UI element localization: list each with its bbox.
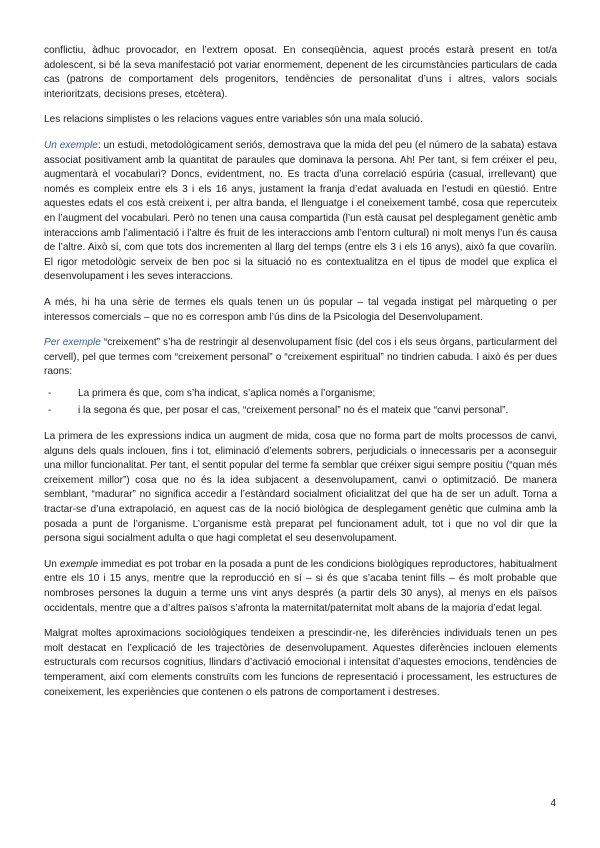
- paragraph-adolescence-conflict: conflictiu, àdhuc provocador, en l’extrem oposat. En conseqüència, aquest procés estarà present en tot/a adolescent, si bé la seva manifestació pot variar enormement, depenent de les circumstàncies particulars de cada cas (patrons de comportament dels progenitors, tendències de personalitat d’uns i altres, valors socials interioritzats, decisions preses, etcètera).: [44, 45, 557, 100]
- paragraph-reproduction-example: [44, 558, 557, 616]
- paragraph-simplistic-relations: Les relacions simplistes o les relacions vagues entre variables són una mala solució.: [44, 114, 423, 126]
- paragraph-shoe-size-example: [44, 139, 557, 285]
- example-text: “creixement” s’ha de restringir al desenvolupament físic (del cos i els seus òrgans, particularment del cervell), pel que termes com “creixement personal” o “creixement espiritual” no tindrien cabuda. I això és per dues raons:: [44, 337, 557, 378]
- example-italic-word: exemple: [59, 558, 98, 570]
- paragraph-growth-expression: La primera de les expressions indica un augment de mida, cosa que no forma part de molts processos de canvi, alguns dels quals inclouen, fins i tot, eliminació d’elements sobrers, perjudicials o innecessaris per a aconseguir una millor funcionalitat. Per tant, el sentit popular del terme fa semblar que créixer sigui sempre positiu (“quan més creixement millor”) cosa que no és la idea subjacent a desenvolupament, canvi o optimització. De manera semblant, “madurar” no significa accedir a l’estàndard socialment oficialitzat del que ha de ser un adult. Torna a tractar-se d’una extrapolació, en aquest cas de la noció biològica de desplegament genètic que culmina amb la posada a punt de l’organisme. L’organisme està preparat pel funcionament adult, tot i que no vol dir que la persona sigui socialment adulta o que hagi completat el seu desenvolupament.: [44, 431, 557, 545]
- example-text: immediat es pot trobar en la posada a punt de les condicions biològiques reproductores, habitualment entre els 10 i 15 anys, mentre que la reproducció en sí – si és que s’acaba tenint fills – és molt probable que nombroses persones la duguin a terme uns vint anys després (a partir dels 30 anys), al menys en els països occidentals, mentre que a d’altres països s’afronta la maternitat/paternitat molt abans de la majoria d’edat legal.: [44, 558, 557, 614]
- list-item: [44, 404, 557, 419]
- dash-bullet: -: [48, 387, 52, 399]
- example-text: : un estudi, metodològicament seriós, demostrava que la mida del peu (el número de la sabata) estava associat positivament amb la quantitat de paraules que dominava la persona. Ah! Per tant, si fem créixer el peu, augmentarà el vocabulari? Doncs, evidentment, no. Es tracta d’una correlació espúria (casual, irrellevant) que només es compleix entre els 3 i els 16 anys, justament la franja d’edat avaluada en l’estudi en qüestió. Entre aquestes edats el cos està creixent i, per altra banda, el llenguatge i el coneixement també, cosa que repercuteix en l’augment del vocabulari. Però no tenen una causa compartida (l’un està causat pel desplegament genètic amb interaccions amb l’alimentació i l’altre és fruit de les interaccions amb l’entorn cultural) ni molt menys l’un és causa de l’altre. Això sí, com que tots dos incrementen al llarg del temps (entre els 3 i els 16 anys), això fa que covariïn. El rigor metodològic serveix de ben poc si la situació no es contextualitza en el tipus de model que explica el desenvolupament i les seves interaccions.: [44, 139, 557, 283]
- example-label: Per exemple: [44, 337, 101, 349]
- page-number: 4: [550, 798, 556, 809]
- document-body: [44, 44, 557, 711]
- example-label: Un exemple: [44, 139, 98, 151]
- paragraph-individual-differences: Malgrat moltes aproximacions sociològiques tendeixen a prescindir-ne, les diferències individuals tenen un pes molt destacat en l’explicació de les trajectòries de desenvolupament. Aquestes diferències inclouen elements estructurals com recursos cognitius, llindars d’activació emocional i intensitat d’aquestes emocions, tendències de temperament, així com elements construïts com les funcions de representació i processament, les estructures de coneixement, les experiències que contenen o els patrons de comportament i destreses.: [44, 628, 557, 698]
- dash-bullet: -: [48, 405, 52, 417]
- reasons-list: [44, 387, 557, 419]
- paragraph-growth-example: [44, 336, 557, 380]
- list-item-text: La primera és que, com s’ha indicat, s’aplica només a l’organisme;: [78, 387, 376, 399]
- list-item-text: i la segona és que, per posar el cas, “creixement personal” no és el mateix que “canvi personal”.: [78, 405, 509, 417]
- example-prefix: Un: [44, 558, 60, 570]
- list-item: [44, 387, 557, 402]
- paragraph-popular-terms: A més, hi ha una sèrie de termes els quals tenen un ús popular – tal vegada instigat pel màrqueting o per interessos comercials – que no es correspon amb l’ús dins de la Psicologia del Desenvolupament.: [44, 296, 557, 323]
